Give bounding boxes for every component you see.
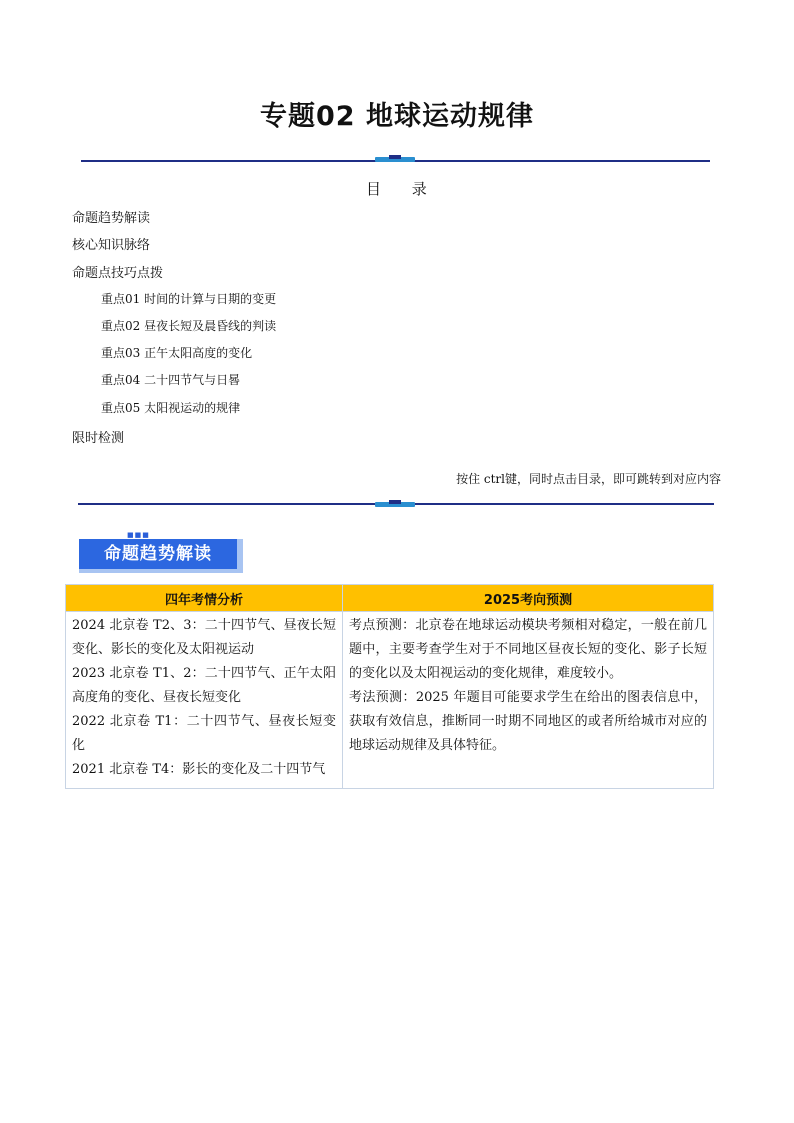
toc-heading: 目 录 bbox=[366, 180, 427, 198]
toc-navigation-hint: 按住 ctrl键，同时点击目录，即可跳转到对应内容 bbox=[456, 472, 721, 486]
analysis-line-2021: 2021 北京卷 T4：影长的变化及二十四节气 bbox=[72, 762, 326, 777]
analysis-line-2022: 2022 北京卷 T1：二十四节气、昼夜长短变化 bbox=[72, 714, 336, 753]
header-four-year-analysis: 四年考情分析 bbox=[66, 585, 343, 612]
toc-item-trend[interactable]: 命题趋势解读 bbox=[72, 211, 151, 226]
forecast-topic: 考点预测：北京卷在地球运动模块考频相对稳定，一般在前几题中，主要考查学生对于不同地区昼夜长短的变化、影子长短的变化以及太阳视运动的变化规律，难度较小。 bbox=[349, 618, 707, 681]
toc-subitem-04[interactable]: 重点04 二十四节气与日晷 bbox=[101, 373, 241, 387]
header-2025-forecast: 2025考向预测 bbox=[343, 585, 714, 612]
section-badge bbox=[75, 531, 243, 573]
toc-subitem-01[interactable]: 重点01 时间的计算与日期的变更 bbox=[101, 292, 277, 306]
analysis-cell bbox=[66, 612, 343, 789]
page-title: 专题02 地球运动规律 bbox=[260, 101, 534, 132]
toc-subitem-03[interactable]: 重点03 正午太阳高度的变化 bbox=[101, 346, 253, 360]
exam-analysis-table bbox=[65, 584, 714, 789]
toc-item-skills[interactable]: 命题点技巧点拨 bbox=[72, 266, 164, 281]
table-header-row bbox=[66, 585, 714, 612]
toc-subitem-02[interactable]: 重点02 昼夜长短及晨昏线的判读 bbox=[101, 319, 277, 333]
table-row bbox=[66, 612, 714, 789]
forecast-method: 考法预测：2025 年题目可能要求学生在给出的图表信息中，获取有效信息，推断同一时期不同地区的或者所给城市对应的地球运动规律及具体特征。 bbox=[349, 690, 707, 753]
title-divider-ornament bbox=[375, 157, 415, 162]
toc-subitem-05[interactable]: 重点05 太阳视运动的规律 bbox=[101, 401, 241, 415]
analysis-line-2024: 2024 北京卷 T2、3：二十四节气、昼夜长短变化、影长的变化及太阳视运动 bbox=[72, 618, 336, 657]
toc-item-timed-test[interactable]: 限时检测 bbox=[72, 431, 125, 446]
analysis-line-2023: 2023 北京卷 T1、2：二十四节气、正午太阳高度角的变化、昼夜长短变化 bbox=[72, 666, 336, 705]
section-badge-label: 命题趋势解读 bbox=[79, 539, 243, 573]
toc-divider-ornament bbox=[375, 502, 415, 507]
toc-item-knowledge[interactable]: 核心知识脉络 bbox=[72, 238, 151, 253]
badge-dots: ■■■ bbox=[127, 531, 150, 539]
forecast-cell bbox=[343, 612, 714, 789]
